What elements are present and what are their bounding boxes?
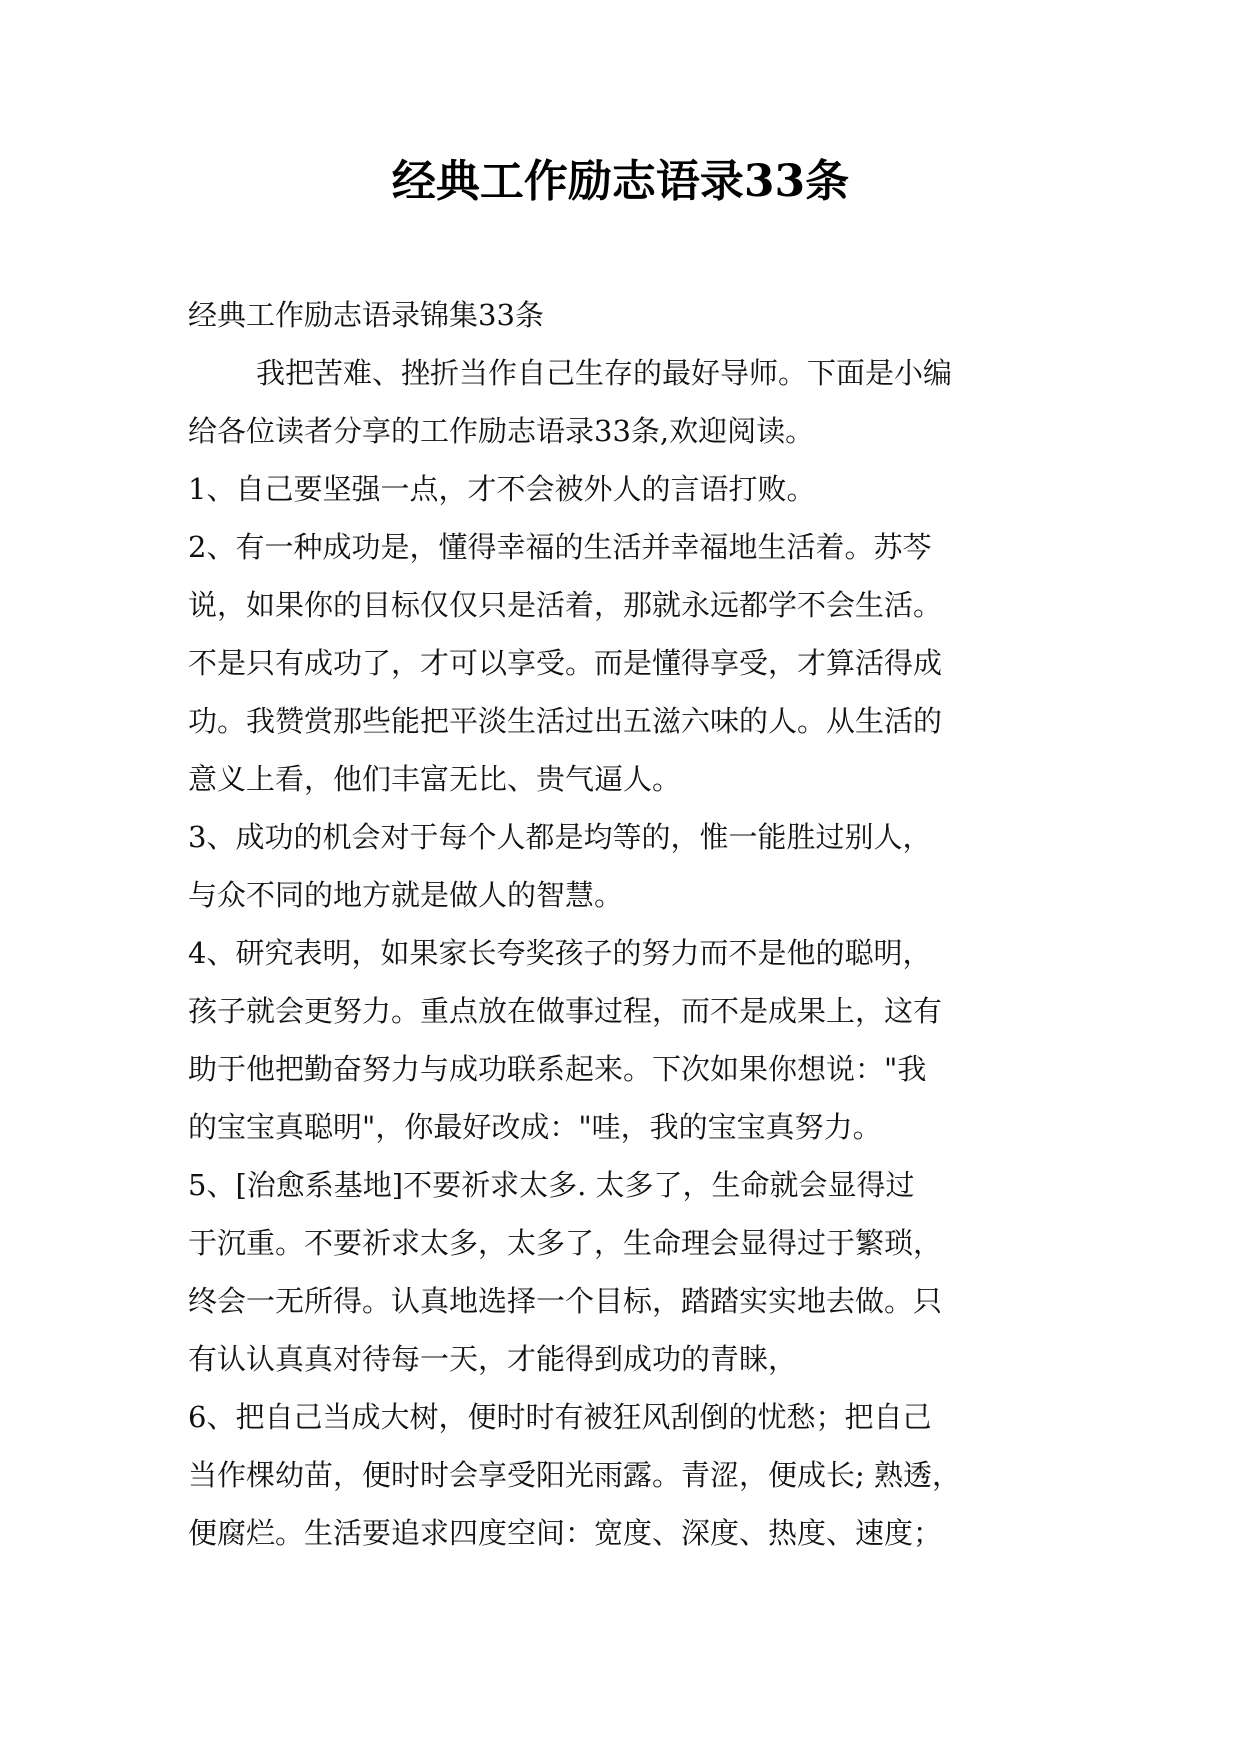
quote-2-line: 不是只有成功了，才可以享受。而是懂得享受，才算活得成 (188, 646, 943, 680)
quote-5-line: 于沉重。不要祈求太多，太多了，生命理会显得过于繁琐， (188, 1226, 943, 1260)
quote-2-line: 意义上看，他们丰富无比、贵气逼人。 (188, 762, 682, 796)
quote-2-line: 2、有一种成功是，懂得幸福的生活并幸福地生活着。苏芩 (188, 530, 932, 564)
quote-2-line: 功。我赞赏那些能把平淡生活过出五滋六味的人。从生活的 (188, 704, 943, 738)
quote-6-line: 便腐烂。生活要追求四度空间：宽度、深度、热度、速度； (188, 1516, 943, 1550)
document-body (188, 286, 1068, 1562)
subtitle-line: 经典工作励志语录锦集33条 (188, 298, 544, 332)
quote-5-line: 有认认真真对待每一天，才能得到成功的青睐， (188, 1342, 798, 1376)
quote-1-line: 1、自己要坚强一点，才不会被外人的言语打败。 (188, 472, 816, 506)
intro-line: 给各位读者分享的工作励志语录33条,欢迎阅读。 (188, 414, 815, 448)
quote-3-line: 3、成功的机会对于每个人都是均等的，惟一能胜过别人， (188, 820, 932, 854)
quote-5-line: 5、[治愈系基地]不要祈求太多. 太多了，生命就会显得过 (188, 1168, 915, 1202)
quote-4-line: 的宝宝真聪明"，你最好改成："哇，我的宝宝真努力。 (188, 1110, 882, 1144)
quote-6-line: 6、把自己当成大树，便时时有被狂风刮倒的忧愁；把自己 (188, 1400, 932, 1434)
quote-4-line: 助于他把勤奋努力与成功联系起来。下次如果你想说："我 (188, 1052, 927, 1086)
quote-6-line: 当作棵幼苗，便时时会享受阳光雨露。青涩，便成长; 熟透， (188, 1458, 961, 1492)
quote-4-line: 4、研究表明，如果家长夸奖孩子的努力而不是他的聪明， (188, 936, 932, 970)
document-title: 经典工作励志语录33条 (391, 156, 850, 207)
quote-3-line: 与众不同的地方就是做人的智慧。 (188, 878, 624, 912)
quote-2-line: 说，如果你的目标仅仅只是活着，那就永远都学不会生活。 (188, 588, 943, 622)
quote-4-line: 孩子就会更努力。重点放在做事过程，而不是成果上，这有 (188, 994, 943, 1028)
quote-5-line: 终会一无所得。认真地选择一个目标，踏踏实实地去做。只 (188, 1284, 943, 1318)
intro-line: 我把苦难、挫折当作自己生存的最好导师。下面是小编 (256, 356, 953, 390)
